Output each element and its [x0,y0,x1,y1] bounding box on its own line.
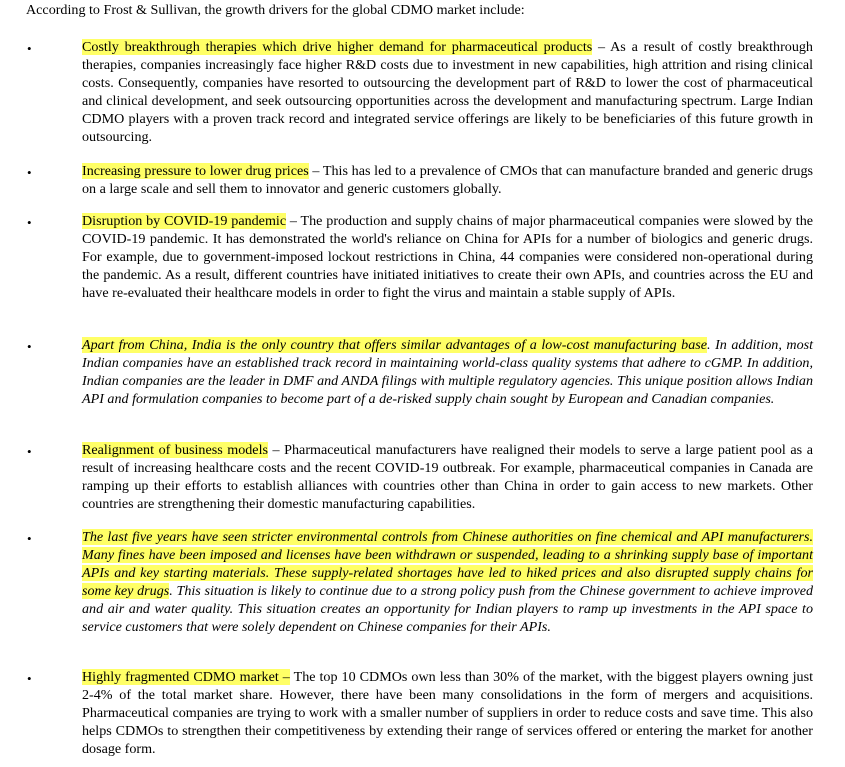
separator: . [169,582,177,599]
bullet-body: As a result of costly breakthrough therapies, companies increasingly face higher R&D costs due to investment in new capabilities, high attrition and rising clinical costs. Consequently, companies have resorted to outsourcing the development part of R&D to lower the cost of pharmaceutical and clinical development, and seek outsourcing opportunities across the development and manufacturing spectrum. Large Indian CDMO players with a proven track record and integrated service offerings are likely to be beneficiaries of this future growth in outsourcing. [82,39,813,145]
highlighted-heading: The last five years have seen stricter environmental controls from Chinese authorities on fine chemical and API manufacturers. Many fines have been imposed and licenses have been withdrawn or suspended, leading to a shrinking supply base of important APIs and key starting materials. These supply-related shortages have led to hiked prices and also disrupted supply chains for some key drugs [82,529,813,599]
bullet-icon: • [27,671,32,686]
bullet-item-1 [82,39,813,146]
bullet-icon: • [27,41,32,56]
bullet-item-4 [82,337,813,409]
highlighted-heading: Highly fragmented CDMO market – [82,669,290,685]
separator: – [308,163,323,179]
bullet-icon: • [27,531,32,546]
highlighted-heading: Apart from China, India is the only country that offers similar advantages of a low-cost manufacturing base [82,337,708,353]
bullet-icon: • [27,444,32,459]
bullet-body: This situation is likely to continue due to a strong policy push from the Chinese government to achieve improved and air and water quality. This situation creates an opportunity for Indian players to ramp up investments in the API space to service customers that were solely dependent on Chinese companies for their APIs. [82,582,814,635]
bullet-item-5 [82,442,813,514]
separator: – [286,213,301,229]
bullet-icon: • [27,339,32,354]
bullet-body: In addition, most Indian companies have an established track record in maintaining world-class quality systems that adhere to cGMP. In addition, Indian companies are the leader in DMF and ANDA filings with multiple regulatory agencies. This unique position allows Indian API and formulation companies to become part of a de-risked supply chain sought by European and Canadian companies. [82,337,814,407]
bullet-body: Pharmaceutical manufacturers have realigned their models to serve a large patient pool as a result of increasing healthcare costs and the recent COVID-19 outbreak. For example, pharmaceutical companies in Canada are ramping up their efforts to establish alliances with countries other than China in order to gain access to new markets. Other countries are strengthening their domestic manufacturing capabilities. [82,442,813,512]
bullet-item-2 [82,163,813,199]
bullet-body: The production and supply chains of major pharmaceutical companies were slowed by the COVID-19 pandemic. It has demonstrated the world's reliance on China for APIs for a number of biologics and generic drugs. For example, due to government-imposed lockout restrictions in China, 44 companies were considered non-operational during the pandemic. As a result, different countries have initiated initiatives to create their own APIs, and countries across the EU and have re-evaluated their healthcare models in order to fight the virus and maintain a stable supply of APIs. [82,213,813,301]
bullet-item-7 [82,669,813,759]
bullet-item-6 [82,529,813,636]
separator: – [267,442,285,458]
highlighted-heading: Costly breakthrough therapies which drive higher demand for pharmaceutical products [82,39,593,55]
bullet-icon: • [27,165,32,180]
separator: . [707,337,716,353]
bullet-item-3 [82,213,813,303]
highlighted-heading: Increasing pressure to lower drug prices [82,163,309,179]
bullet-body: The top 10 CDMOs own less than 30% of the market, with the biggest players owning just 2-4% of the total market share. However, there have been many consolidations in the form of mergers and acquisitions. Pharmaceutical companies are trying to work with a smaller number of suppliers in order to reduce costs and save time. This also helps CDMOs to strengthen their competitiveness by extending their range of services offered or entering the market for another dosage form. [82,669,813,757]
highlighted-heading: Realignment of business models [82,442,268,458]
separator: – [592,39,611,55]
bullet-body: This has led to a prevalence of CMOs that can manufacture branded and generic drugs on a large scale and sell them to innovator and generic customers globally. [82,163,814,197]
bullet-icon: • [27,215,32,230]
intro-text: According to Frost & Sullivan, the growth drivers for the global CDMO market include: [26,2,525,18]
highlighted-heading: Disruption by COVID-19 pandemic [82,213,287,229]
